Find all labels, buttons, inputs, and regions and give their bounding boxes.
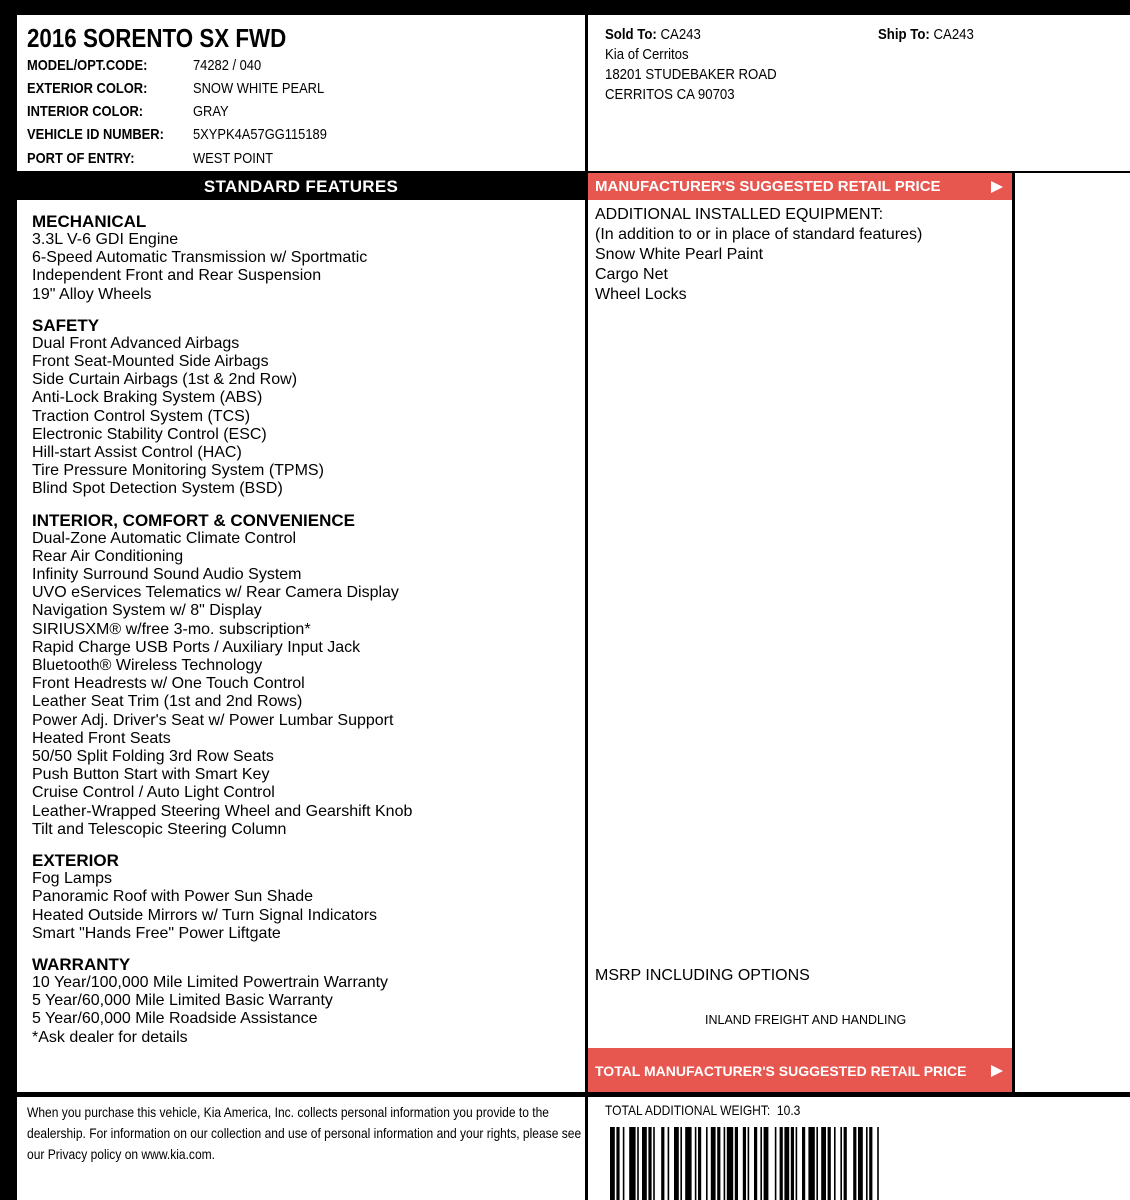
feature-item: Blind Spot Detection System (BSD): [32, 480, 283, 498]
sold-to-line-2: 18201 STUDEBAKER ROAD: [605, 66, 777, 83]
vin-value: 5XYPK4A57GG115189: [193, 126, 327, 143]
sold-to-code: CA243: [660, 26, 701, 43]
barcode-bar: [853, 1127, 856, 1200]
standard-features-panel: [17, 200, 585, 1092]
feature-item: Navigation System w/ 8" Display: [32, 602, 262, 620]
ship-to-label: Ship To:: [878, 26, 930, 43]
shipping-panel: [588, 15, 1130, 171]
barcode-bar: [754, 1127, 757, 1200]
barcode-bar: [727, 1127, 733, 1200]
feature-section-title: MECHANICAL: [32, 212, 147, 231]
feature-item: Independent Front and Rear Suspension: [32, 267, 322, 285]
feature-item: Tire Pressure Monitoring System (TPMS): [32, 462, 324, 480]
barcode-bar: [642, 1127, 647, 1200]
feature-item: Infinity Surround Sound Audio System: [32, 566, 302, 584]
feature-item: *Ask dealer for details: [32, 1028, 188, 1046]
barcode-bar: [802, 1127, 805, 1200]
barcode-bar: [711, 1127, 716, 1200]
barcode-bar: [698, 1127, 701, 1200]
barcode-bar: [877, 1127, 879, 1200]
feature-item: Rapid Charge USB Ports / Auxiliary Input Jack: [32, 638, 361, 656]
msrp-including-options: MSRP INCLUDING OPTIONS: [595, 967, 810, 984]
sold-to-line-3: CERRITOS CA 90703: [605, 86, 735, 103]
standard-features-header: STANDARD FEATURES: [17, 173, 585, 200]
barcode-bar: [735, 1127, 738, 1200]
barcode-bar: [653, 1127, 655, 1200]
barcode-bar: [840, 1127, 842, 1200]
barcode: [610, 1127, 1130, 1200]
feature-section-title: EXTERIOR: [32, 851, 119, 871]
feature-item: 5 Year/60,000 Mile Roadside Assistance: [32, 1010, 318, 1028]
total-msrp-label: TOTAL MANUFACTURER'S SUGGESTED RETAIL PRICE: [595, 1063, 967, 1079]
additional-equipment-line: Wheel Locks: [595, 286, 687, 303]
total-weight: [605, 1102, 800, 1118]
feature-item: 6-Speed Automatic Transmission w/ Sportmatic: [32, 249, 368, 267]
barcode-bar: [844, 1127, 847, 1200]
feature-item: Side Curtain Airbags (1st & 2nd Row): [32, 371, 298, 389]
feature-item: Power Adj. Driver's Seat w/ Power Lumbar Support: [32, 711, 394, 729]
feature-item: 3.3L V-6 GDI Engine: [32, 231, 179, 248]
barcode-bar: [695, 1127, 697, 1200]
ship-to-block: [878, 25, 974, 45]
feature-item: Bluetooth® Wireless Technology: [32, 657, 263, 675]
ship-to-code: CA243: [933, 26, 974, 43]
barcode-bar: [816, 1127, 818, 1200]
barcode-bar: [717, 1127, 720, 1200]
feature-section-title: SAFETY: [32, 315, 100, 335]
additional-equipment-line: ADDITIONAL INSTALLED EQUIPMENT:: [595, 206, 884, 223]
features-list: [32, 212, 412, 1047]
feature-item: Cruise Control / Auto Light Control: [32, 784, 275, 802]
feature-item: 10 Year/100,000 Mile Limited Powertrain Warranty: [32, 973, 389, 991]
barcode-bar: [685, 1127, 691, 1200]
additional-equipment-line: Snow White Pearl Paint: [595, 246, 764, 263]
barcode-bar: [808, 1127, 814, 1200]
feature-item: Hill-start Assist Control (HAC): [32, 444, 242, 462]
total-msrp-bar: [588, 1048, 1012, 1092]
feature-item: 19" Alloy Wheels: [32, 285, 152, 303]
total-weight-label: TOTAL ADDITIONAL WEIGHT:: [605, 1102, 771, 1118]
feature-item: Electronic Stability Control (ESC): [32, 425, 267, 443]
barcode-bar: [775, 1127, 777, 1200]
feature-item: Dual Front Advanced Airbags: [32, 334, 240, 352]
barcode-bar: [869, 1127, 872, 1200]
additional-equipment-line: (In addition to or in place of standard features): [595, 226, 923, 243]
feature-item: Push Button Start with Smart Key: [32, 766, 270, 784]
barcode-bar: [648, 1127, 651, 1200]
feature-section-title: WARRANTY: [32, 954, 131, 974]
msrp-header: [588, 173, 1012, 200]
barcode-bar: [784, 1127, 789, 1200]
barcode-bar: [674, 1127, 679, 1200]
price-column: [1015, 173, 1130, 1092]
feature-item: 50/50 Split Folding 3rd Row Seats: [32, 748, 274, 766]
feature-item: Leather-Wrapped Steering Wheel and Gearshift Knob: [32, 802, 413, 820]
play-arrow-icon: [991, 1065, 1003, 1077]
feature-item: Rear Air Conditioning: [32, 547, 184, 565]
msrp-header-label: MANUFACTURER'S SUGGESTED RETAIL PRICE: [595, 178, 941, 195]
msrp-panel: [588, 200, 1012, 1092]
model-code-value: 74282 / 040: [193, 57, 262, 74]
interior-color-label: INTERIOR COLOR:: [27, 103, 144, 120]
barcode-bar: [668, 1127, 670, 1200]
exterior-color-label: EXTERIOR COLOR:: [27, 80, 148, 97]
barcode-bar: [834, 1127, 836, 1200]
barcode-bar: [623, 1127, 625, 1200]
vehicle-info-panel: [17, 15, 585, 171]
additional-equipment-list: [595, 205, 922, 305]
barcode-bar: [724, 1127, 726, 1200]
barcode-bar: [748, 1127, 750, 1200]
total-weight-value: 10.3: [776, 1102, 801, 1118]
feature-item: UVO eServices Telematics w/ Rear Camera Display: [32, 584, 399, 602]
sold-to-label: Sold To:: [605, 26, 657, 43]
barcode-bar: [796, 1127, 798, 1200]
vin-label: VEHICLE ID NUMBER:: [27, 126, 164, 143]
barcode-bar: [858, 1127, 863, 1200]
model-code-label: MODEL/OPT.CODE:: [27, 57, 148, 74]
barcode-bar: [780, 1127, 783, 1200]
feature-section-title: INTERIOR, COMFORT & CONVENIENCE: [32, 510, 356, 530]
feature-item: SIRIUSXM® w/free 3-mo. subscription*: [32, 620, 311, 638]
sold-to-line-1: Kia of Cerritos: [605, 46, 689, 63]
feature-item: Heated Front Seats: [32, 729, 171, 747]
feature-item: Dual-Zone Automatic Climate Control: [32, 529, 297, 547]
barcode-bar: [680, 1127, 682, 1200]
weight-panel: [588, 1097, 1130, 1200]
privacy-notice: When you purchase this vehicle, Kia America, Inc. collects personal information you provide to the dealership. For information on our collection and use of personal information and your rights, please see our Privacy policy on www.kia.com.: [27, 1104, 582, 1162]
barcode-bar: [791, 1127, 794, 1200]
barcode-bar: [764, 1127, 769, 1200]
barcode-bar: [821, 1127, 826, 1200]
exterior-color-value: SNOW WHITE PEARL: [193, 80, 325, 97]
barcode-bar: [760, 1127, 762, 1200]
inland-freight-label: INLAND FREIGHT AND HANDLING: [705, 1013, 907, 1027]
barcode-bar: [743, 1127, 746, 1200]
barcode-bar: [828, 1127, 831, 1200]
feature-item: 5 Year/60,000 Mile Limited Basic Warranty: [32, 992, 333, 1010]
sold-to-block: [605, 25, 777, 105]
additional-equipment-line: Cargo Net: [595, 266, 668, 283]
barcode-bar: [661, 1127, 664, 1200]
interior-color-value: GRAY: [193, 103, 229, 120]
barcode-bar: [629, 1127, 635, 1200]
barcode-bar: [616, 1127, 619, 1200]
feature-item: Tilt and Telescopic Steering Column: [32, 820, 287, 838]
feature-item: Smart "Hands Free" Power Liftgate: [32, 924, 281, 942]
privacy-notice-panel: [17, 1097, 585, 1200]
feature-item: Fog Lamps: [32, 870, 113, 888]
feature-item: Traction Control System (TCS): [32, 407, 251, 425]
feature-item: Front Headrests w/ One Touch Control: [32, 675, 305, 693]
barcode-bar: [610, 1127, 615, 1200]
feature-item: Panoramic Roof with Power Sun Shade: [32, 888, 314, 906]
barcode-bar: [637, 1127, 639, 1200]
barcode-bar: [866, 1127, 868, 1200]
barcode-bar: [706, 1127, 708, 1200]
feature-item: Front Seat-Mounted Side Airbags: [32, 353, 269, 371]
port-of-entry-value: WEST POINT: [193, 150, 274, 167]
feature-item: Anti-Lock Braking System (ABS): [32, 389, 263, 407]
vehicle-title: 2016 SORENTO SX FWD: [27, 23, 287, 53]
port-of-entry-label: PORT OF ENTRY:: [27, 150, 135, 167]
feature-item: Leather Seat Trim (1st and 2nd Rows): [32, 693, 303, 711]
play-arrow-icon: [991, 181, 1003, 193]
feature-item: Heated Outside Mirrors w/ Turn Signal Indicators: [32, 906, 378, 924]
